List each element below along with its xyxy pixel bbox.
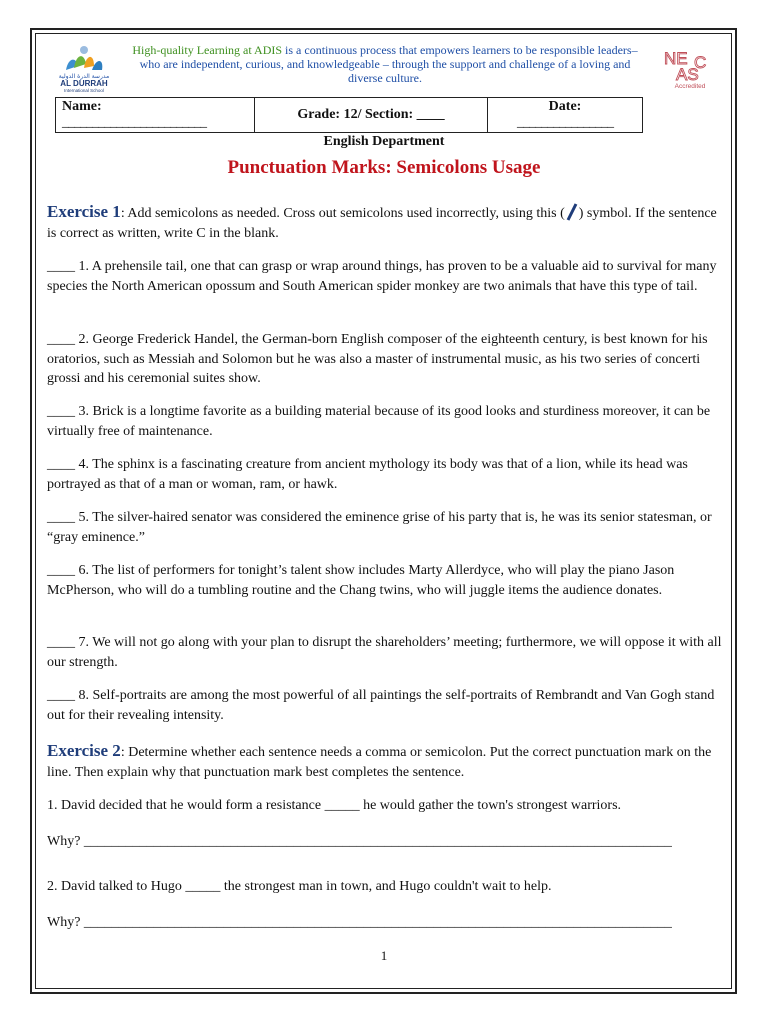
- exercise1-item-4: ____ 4. The sphinx is a fascinating creature from ancient mythology its body was that of a lion, while its head was portrayed as that of a man or woman, ram, or hawk.: [47, 457, 688, 492]
- grade-cell[interactable]: [255, 98, 488, 133]
- svg-text:C: C: [694, 53, 707, 72]
- school-logo-sub: International School: [64, 88, 104, 93]
- exercise2-instructions: [47, 741, 727, 782]
- name-cell[interactable]: [56, 98, 255, 133]
- department-label: English Department: [323, 134, 445, 149]
- svg-text:مدرسة الدرة الدولية: مدرسة الدرة الدولية: [58, 73, 110, 80]
- motto-text: is a continuous process that empowers learners to be responsible leaders– who are independent, curious, and knowledgeable – through the support and challenge of a loving and diverse culture.: [139, 43, 638, 85]
- neasc-logo: [660, 46, 720, 90]
- school-logo: [44, 44, 124, 94]
- exercise1-item-1: ____ 1. A prehensile tail, one that can grasp or wrap around things, has proven to be a valuable aid to survival for many species the North American opossum and South American spider monkey are two animals that have this type of tail.: [47, 259, 717, 294]
- exercise1-instructions: [47, 202, 727, 243]
- motto-highlight: High-quality Learning at ADIS: [132, 43, 283, 57]
- exercise1-item-8: ____ 8. Self-portraits are among the most powerful of all paintings the self-portraits of Rembrandt and Van Gogh stand out for their revealing intensity.: [47, 688, 715, 723]
- slash-icon: [565, 203, 579, 221]
- exercise2-why-2[interactable]: Why? ____________________________________________________________________________________: [47, 915, 672, 930]
- exercise1-instructions-b: ) symbol. If the sentence is correct as written, write C in the blank.: [47, 206, 717, 241]
- grade-label: Grade: 12/ Section: ____: [297, 107, 445, 122]
- exercise1-item-5: ____ 5. The silver-haired senator was considered the eminence grise of his party that is, he was its senior statesman, or “gray eminence.”: [47, 510, 712, 545]
- exercise1-item-7: ____ 7. We will not go along with your plan to disrupt the shareholders’ meeting; furthermore, we will oppose it with all our strength.: [47, 635, 722, 670]
- date-cell[interactable]: [488, 98, 643, 133]
- school-motto: [125, 43, 645, 85]
- student-info-table: [55, 97, 643, 133]
- name-label: Name:: [62, 99, 102, 114]
- date-label: Date:: [548, 99, 582, 114]
- name-blank[interactable]: ________________________: [62, 115, 206, 130]
- exercise2-question-1: 1. David decided that he would form a resistance _____ he would gather the town's strongest warriors.: [47, 798, 622, 813]
- school-logo-name: AL DURRAH: [60, 79, 108, 88]
- exercise1-item-3: ____ 3. Brick is a longtime favorite as a building material because of its good looks and sturdiness moreover, it can be virtually free of maintenance.: [47, 404, 711, 439]
- exercise2-why-1[interactable]: Why? ____________________________________________________________________________________: [47, 834, 672, 849]
- exercise1-heading: Exercise 1: [47, 202, 121, 221]
- exercise2-question-2: 2. David talked to Hugo _____ the strongest man in town, and Hugo couldn't wait to help.: [47, 879, 552, 894]
- exercise1-instructions-a: : Add semicolons as needed. Cross out semicolons used incorrectly, using this (: [120, 206, 565, 221]
- svg-text:NE: NE: [664, 49, 688, 68]
- page-number: 1: [380, 948, 388, 963]
- svg-text:AS: AS: [676, 65, 699, 84]
- exercise2-instructions-text: : Determine whether each sentence needs a comma or semicolon. Put the correct punctuation mark on the line. Then explain why that punctuation mark best completes the sentence.: [47, 745, 712, 780]
- exercise2-heading: Exercise 2: [47, 741, 121, 760]
- exercise1-item-6: ____ 6. The list of performers for tonight’s talent show includes Marty Allerdyce, who will play the piano Jason McPherson, who will do a tumbling routine and the Chang twins, who will juggle items the audience donates.: [47, 563, 675, 598]
- date-blank[interactable]: ________________: [517, 115, 613, 130]
- neasc-logo-sub: Accredited: [674, 83, 706, 90]
- exercise1-item-2: ____ 2. George Frederick Handel, the German-born English composer of the eighteenth century, is best known for his oratorios, such as Messiah and Solomon but he was also a master of instrumental music, as his two series of concerti grossi and his ceremonial suites show.: [47, 332, 708, 386]
- page-title: Punctuation Marks: Semicolons Usage: [227, 157, 541, 178]
